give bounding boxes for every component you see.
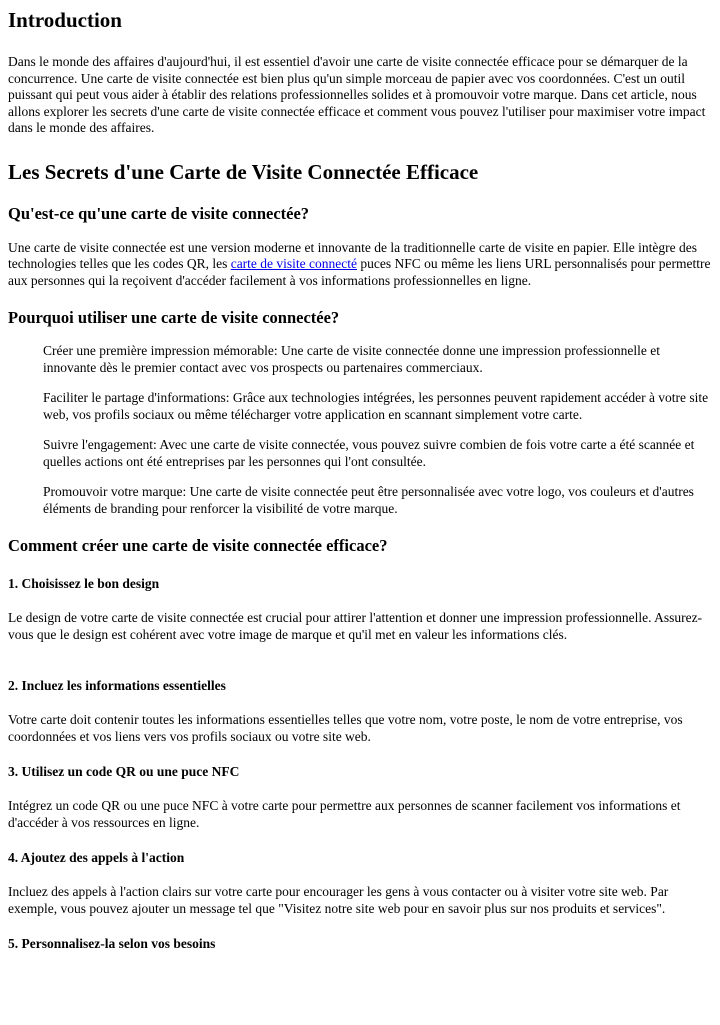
main-heading: Les Secrets d'une Carte de Visite Connectée Efficace bbox=[8, 159, 479, 184]
step-title: 3. Utilisez un code QR ou une puce NFC bbox=[8, 764, 240, 779]
why-use-heading: Pourquoi utiliser une carte de visite connectée? bbox=[8, 308, 340, 327]
what-is-text-before: Une carte de visite connectée est une version moderne et innovante de la traditionnelle carte de visite en papier. Elle intègre des technologies telles que les codes QR, les bbox=[8, 239, 697, 271]
step-title: 4. Ajoutez des appels à l'action bbox=[8, 850, 185, 865]
how-to-heading: Comment créer une carte de visite connectée efficace? bbox=[8, 536, 388, 555]
list-item: Promouvoir votre marque: Une carte de visite connectée peut être personnalisée avec votre logo, vos couleurs et d'autres éléments de branding pour renforcer la visibilité de votre marque. bbox=[43, 484, 694, 516]
article bbox=[0, 7, 720, 952]
what-is-heading: Qu'est-ce qu'une carte de visite connectée? bbox=[8, 203, 310, 223]
list-item: Créer une première impression mémorable: Une carte de visite connectée donne une impression professionnelle et innovante dès le premier contact avec vos prospects ou partenaires commerciaux. bbox=[43, 343, 661, 375]
step-text: Intégrez un code QR ou une puce NFC à votre carte pour permettre aux personnes de scanner facilement vos informations et d'accéder à vos ressources en ligne. bbox=[8, 798, 681, 830]
list-item: Suivre l'engagement: Avec une carte de visite connectée, vous pouvez suivre combien de fois votre carte a été scannée et quelles actions ont été entreprises par les personnes qui l'ont consultée. bbox=[43, 437, 695, 469]
what-is-paragraph bbox=[8, 240, 712, 290]
why-use-list bbox=[8, 343, 712, 517]
intro-paragraph: Dans le monde des affaires d'aujourd'hui, il est essentiel d'avoir une carte de visite connectée efficace pour se démarquer de la concurrence. Une carte de visite connectée est bien plus qu'un simple morceau de papier avec vos coordonnées. C'est un outil puissant qui peut vous aider à établir des relations professionnelles solides et à promouvoir votre marque. Dans cet article, nous allons explorer les secrets d'une carte de visite connectée efficace et comment vous pouvez l'utiliser pour maximiser votre impact dans le monde des affaires. bbox=[8, 54, 706, 135]
step-text: Votre carte doit contenir toutes les informations essentielles telles que votre nom, votre poste, le nom de votre entreprise, vos coordonnées et vos liens vers vos profils sociaux ou votre site web. bbox=[8, 712, 683, 744]
step-text: Le design de votre carte de visite connectée est crucial pour attirer l'attention et donner une impression professionnelle. Assurez-vous que le design est cohérent avec votre image de marque et qu'il met en valeur les informations clés. bbox=[8, 610, 703, 642]
what-is-text-after: puces NFC ou même les liens URL personnalisés pour permettre aux personnes qui la reçoivent d'accéder facilement à vos informations professionnelles en ligne. bbox=[8, 256, 711, 288]
step-title: 5. Personnalisez-la selon vos besoins bbox=[8, 936, 216, 951]
intro-heading: Introduction bbox=[8, 8, 122, 32]
step-title: 1. Choisissez le bon design bbox=[8, 576, 160, 591]
list-item: Faciliter le partage d'informations: Grâce aux technologies intégrées, les personnes peuvent rapidement accéder à votre site web, vos profils sociaux ou même télécharger votre application en scannant simplement votre carte. bbox=[43, 390, 709, 422]
carte-visite-link[interactable]: carte de visite connecté bbox=[230, 256, 358, 271]
step-title: 2. Incluez les informations essentielles bbox=[8, 678, 226, 693]
step-text: Incluez des appels à l'action clairs sur votre carte pour encourager les gens à vous contacter ou à visiter votre site web. Par exemple, vous pouvez ajouter un message tel que "Visitez notre site web pour en savoir plus sur nos produits et services". bbox=[8, 884, 669, 916]
